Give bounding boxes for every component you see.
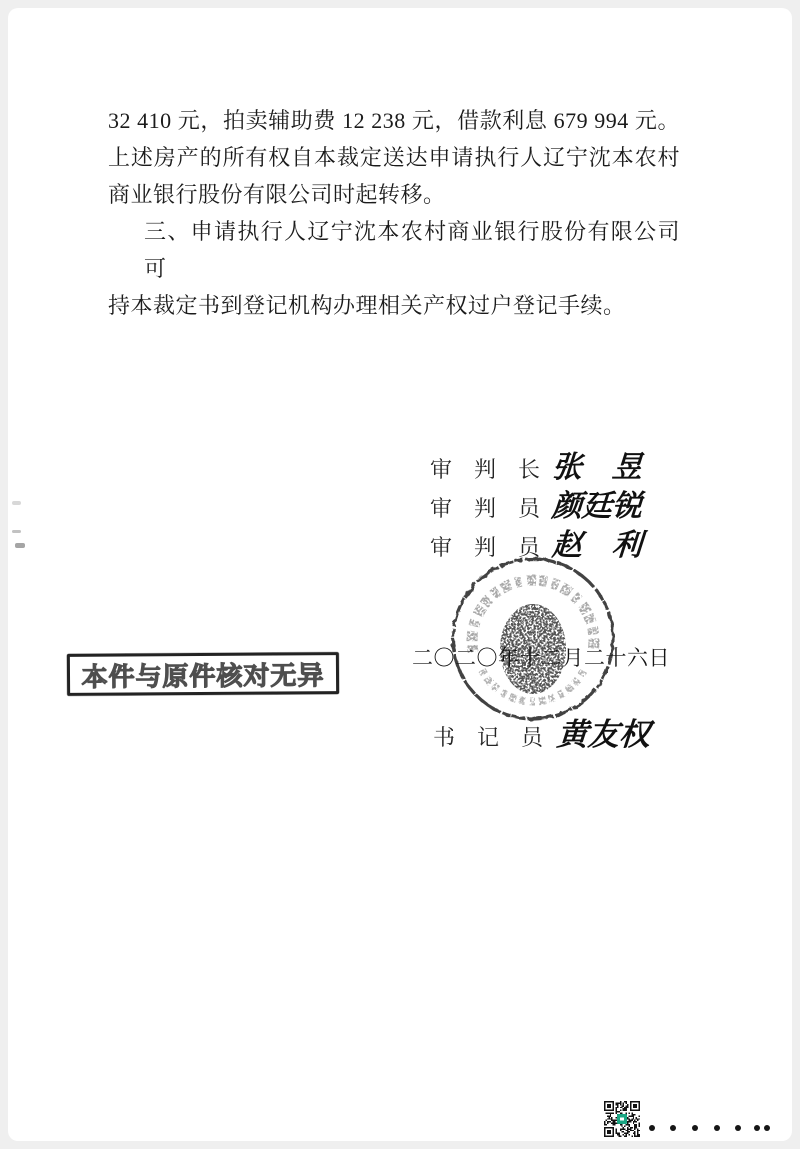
verification-stamp-text: 本件与原件核对无异 bbox=[81, 660, 325, 692]
judge-title: 审 判 员 bbox=[430, 496, 541, 521]
body-line: 商业银行股份有限公司时起转移。 bbox=[108, 182, 446, 207]
ruling-body-text bbox=[108, 102, 680, 324]
judge-title: 审 判 员 bbox=[430, 535, 541, 560]
verification-stamp bbox=[67, 652, 339, 696]
judge-name-signature: 颜廷锐 bbox=[550, 489, 644, 524]
judge-title: 审 判 长 bbox=[430, 457, 541, 482]
dot bbox=[764, 1125, 770, 1131]
document-page bbox=[8, 8, 792, 1141]
judge-name-signature: 张 昱 bbox=[550, 450, 644, 485]
signature-block bbox=[430, 448, 642, 565]
dot bbox=[735, 1125, 741, 1131]
scan-artifact bbox=[12, 530, 21, 533]
qr-code bbox=[604, 1101, 640, 1137]
body-line: 上述房产的所有权自本裁定送达申请执行人辽宁沈本农村 bbox=[108, 145, 680, 170]
body-line: 32 410 元，拍卖辅助费 12 238 元，借款利息 679 994 元。 bbox=[108, 108, 680, 133]
clerk-name-signature: 黄友权 bbox=[555, 717, 652, 753]
presiding-judge-row bbox=[430, 448, 642, 487]
judge-name-signature: 赵 利 bbox=[550, 528, 644, 563]
judge-row bbox=[430, 487, 642, 526]
dot bbox=[670, 1125, 676, 1131]
court-seal-icon bbox=[448, 554, 618, 724]
dot bbox=[649, 1125, 655, 1131]
dot bbox=[714, 1125, 720, 1131]
clerk-title: 书 记 员 bbox=[433, 725, 544, 750]
dot bbox=[754, 1125, 760, 1131]
clerk-row bbox=[433, 715, 650, 755]
scan-artifact bbox=[12, 501, 21, 505]
body-line: 持本裁定书到登记机构办理相关产权过户登记手续。 bbox=[108, 293, 626, 318]
qr-code-image bbox=[604, 1101, 640, 1137]
dot bbox=[692, 1125, 698, 1131]
scan-artifact bbox=[15, 543, 25, 548]
ruling-date: 二〇二〇年十二月二十六日 bbox=[412, 646, 670, 670]
body-line: 三、申请执行人辽宁沈本农村商业银行股份有限公司可 bbox=[144, 219, 680, 281]
